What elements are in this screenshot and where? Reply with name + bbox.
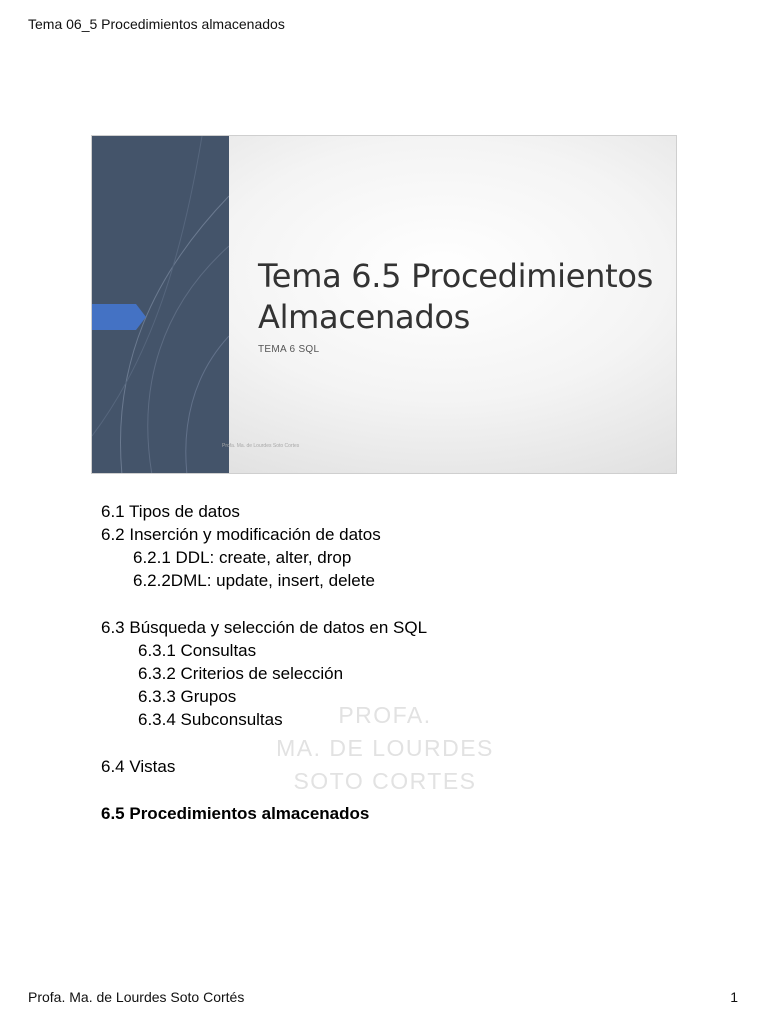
- watermark-line2: MA. DE LOURDES: [276, 735, 494, 761]
- toc-item: 6.3.4 Subconsultas: [138, 710, 283, 729]
- watermark: [200, 699, 570, 798]
- toc-item: 6.4 Vistas: [101, 757, 176, 776]
- watermark-line3: SOTO CORTES: [293, 768, 477, 794]
- watermark-line1: PROFA.: [338, 702, 432, 728]
- toc-item: 6.3.2 Criterios de selección: [138, 664, 344, 683]
- toc-item: 6.2 Inserción y modificación de datos: [101, 525, 381, 544]
- slide-thumbnail: [91, 135, 677, 474]
- slide-title-line2: Almacenados: [258, 298, 470, 336]
- page-header-title: Tema 06_5 Procedimientos almacenados: [28, 16, 285, 32]
- toc-item: 6.3.3 Grupos: [138, 687, 237, 706]
- slide-subtitle: TEMA 6 SQL: [258, 344, 320, 355]
- toc-item: 6.3 Búsqueda y selección de datos en SQL: [101, 618, 428, 637]
- toc-item: 6.2.2DML: update, insert, delete: [133, 571, 375, 590]
- toc-item: 6.3.1 Consultas: [138, 641, 257, 660]
- toc-item: 6.2.1 DDL: create, alter, drop: [133, 548, 352, 567]
- page-footer-author: Profa. Ma. de Lourdes Soto Cortés: [28, 989, 245, 1005]
- slide-accent-arrow: [92, 304, 146, 330]
- toc-item: 6.1 Tipos de datos: [101, 502, 240, 521]
- page-number: 1: [730, 989, 738, 1005]
- slide-footer: Profa. Ma. de Lourdes Soto Cortes: [222, 443, 300, 449]
- toc-item-current: 6.5 Procedimientos almacenados: [101, 804, 370, 823]
- slide-title-line1: Tema 6.5 Procedimientos: [258, 257, 653, 295]
- slide-title: [258, 256, 668, 338]
